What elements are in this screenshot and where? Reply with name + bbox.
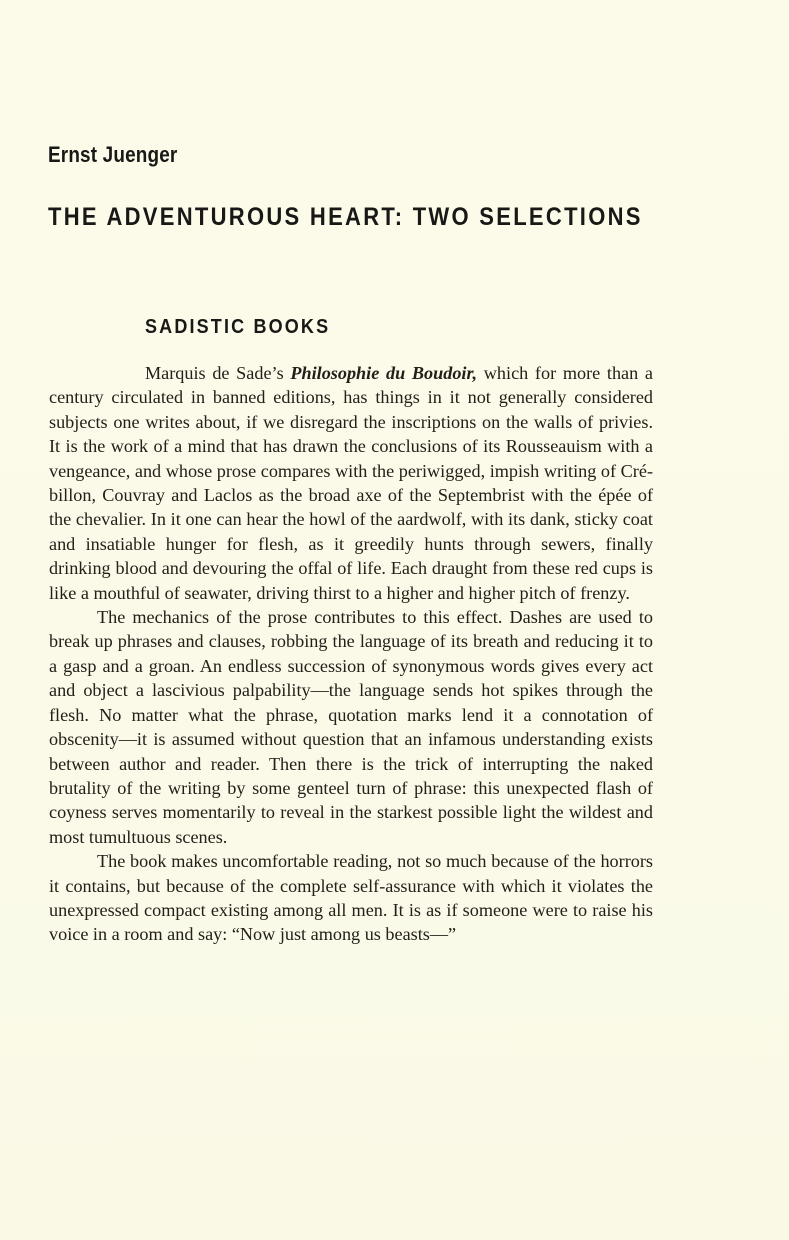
section-heading: SADISTIC BOOKS: [145, 316, 331, 338]
paragraph-3: The book makes uncomfortable reading, not so much because of the horrors it contains, but because of the complete self-assurance with which it violates the unexpressed compact existing among all men. It is as if someone were to raise his voice in a room and say: “Now just among us beasts—”: [49, 851, 653, 945]
book-title: Philosophie du Boudoir,: [290, 363, 478, 383]
paragraph-1-intro: Marquis de Sade’s: [145, 363, 291, 383]
paragraph-2: The mechanics of the prose contributes to this effect. Dashes are used to break up phrases and clauses, robbing the language of its breath and reducing it to a gasp and a groan. An endless succession of synonymous words gives every act and object a lascivious palpability—the language sends hot spikes through the flesh. No matter what the phrase, quotation marks lend it a connotation of obscenity—it is assumed without question that an infamous understanding exists between author and reader. Then there is the trick of interrupting the naked brutality of the writing by some genteel turn of phrase: this unexpected flash of coyness serves momentarily to reveal in the starkest possible light the wildest and most tumultuous scenes.: [49, 607, 653, 847]
paragraph-1: [49, 361, 653, 605]
essay-title: THE ADVENTUROUS HEART: TWO SELECTIONS: [48, 203, 643, 231]
paragraph-1-text: which for more than a century circulated in banned editions, has things in it not generally considered subjects one writes about, if we disregard the inscriptions on the walls of privies. It is the work of a mind that has drawn the conclusions of its Rousseauism with a vengeance, and whose prose compares with the periwigged, impish writing of Crébillon, Couvray and Laclos as the broad axe of the Septembrist with the épée of the chevalier. In it one can hear the howl of the aardwolf, with its dank, sticky coat and insatiable hunger for flesh, as it greedily hunts through sewers, finally drinking blood and devouring the offal of life. Each draught from these red cups is like a mouthful of seawater, driving thirst to a higher and higher pitch of frenzy.: [49, 363, 653, 603]
body-text: [49, 361, 653, 947]
author-name: Ernst Juenger: [48, 142, 178, 167]
